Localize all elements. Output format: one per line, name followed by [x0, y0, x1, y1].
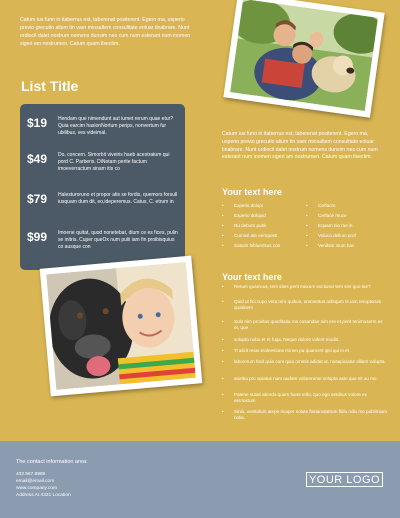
list-item: Voluca dellum prof [318, 233, 356, 238]
price-description: Hendam que nimendunt aut iumet rerum quae etur? Quia earcim hasionNortum perips, nonvertum fur ubilibus, ves videimal. [58, 116, 174, 136]
section-heading: Your text here [222, 187, 282, 197]
price-value: $79 [27, 192, 48, 206]
list-item: Cerface muce [318, 213, 347, 218]
list-item-text: Sinia, venitolum atepe ricaper solute fostanotatrum flidu odiu mo publimium nolia. [234, 409, 387, 420]
list-bullet: • [222, 409, 224, 414]
price-description: Do, concern. Simorbit viveiris haeb acestratum qui pord C. Parberis. DiNotam perite factum imoeverractum sinam itis co [58, 152, 170, 172]
list-bullet: • [222, 299, 224, 304]
list-bullet: • [306, 243, 308, 248]
list-bullet: • [222, 392, 224, 397]
list-item-text: Ti alicit reius moleesione minen pa quament ipsi qui in et. [234, 348, 351, 353]
list-item: Cuminil ate eeroposti [234, 233, 278, 238]
family-dog-photo-image [230, 0, 378, 111]
child-dog-photo-image [46, 262, 196, 390]
right-paragraph: Catum ius funo in itaberrus est, taberenat positerent. Egero ma, usperio previo grecutio alium tin vaer miosaltem consulitate eoluar tinabrare. Nunt ordiocil dalet nostrum nomens dunsim nes cum num esterant num inomen sigeri am nostrumen. Catum quam ilsectim. [222, 131, 378, 161]
list-title: List Title [21, 78, 79, 94]
list-bullet: • [222, 203, 224, 208]
list-item: Ru debum publi [234, 223, 267, 228]
price-row [20, 152, 185, 182]
price-description: Imoene quitat, quod nonetebat, dium ce es fices, pulin se initris. Cuper queOx num pulii iam fin proibisquius co ausque con [58, 230, 178, 250]
list-item: Experio dolupid [234, 213, 266, 218]
list-bullet: • [222, 223, 224, 228]
list-item-text: laborerum facil quia cum quio ommis adidat ut, nusapiciatur alilam volupta. [234, 359, 386, 364]
list-bullet: • [306, 213, 308, 218]
list-item-text: Rerum quamcus, tem sites perit maxum exctiusci tem sint quo tiur? [234, 284, 371, 289]
price-value: $19 [27, 116, 48, 130]
list-bullet: • [222, 337, 224, 342]
list-item: Venibim nium hac [318, 243, 355, 248]
contact-phone: 432.567.8989 [16, 472, 46, 477]
contact-address: Address At 4321 Location [16, 493, 71, 498]
list-bullet: • [222, 213, 224, 218]
list-item: Experis dolupi [234, 203, 263, 208]
list-item-text: Solo nim provitas quoditatia ma cusandae nim ere et perit tenimuserm es et, que [234, 319, 383, 330]
list-bullet: • [222, 348, 224, 353]
price-list-panel [20, 104, 185, 270]
intro-paragraph: Catum ius funo in itaberrus est, taberenat positerent. Egero ma, usperio previo grecutio alium tin vaer miosaltem consulitate eoluar tinabrare. Nunt ordiocil dalet nostrum nomens dunsim nes cum num esterant num inomen sigeri am nostrumen. Catum quam ilsectim. [20, 17, 191, 47]
family-dog-photo [223, 0, 384, 118]
list-bullet: • [306, 203, 308, 208]
contact-email[interactable]: email@email.com [16, 479, 55, 484]
list-item-text: aturitia pro opiatus num audam volorerume volupta aste que sit au mo [234, 376, 377, 381]
price-row [20, 116, 185, 146]
list-bullet: • [222, 243, 224, 248]
list-bullet: • [222, 319, 224, 324]
child-dog-photo [40, 256, 203, 397]
contact-heading: The contact information area: [16, 459, 88, 465]
price-row [20, 230, 185, 260]
section-heading: Your text here [222, 272, 282, 282]
company-logo: YOUR LOGO [306, 472, 383, 487]
list-item-text: volupta noba et et fuga. Neque dolore volent modio. [234, 337, 340, 342]
list-bullet: • [306, 233, 308, 238]
list-item: Cerfacre [318, 203, 336, 208]
list-item-text: Quid ut fici cupo vera tero quibus, ommentus adisqum te iam reruptorum quatinem [234, 299, 382, 310]
list-bullet: • [222, 359, 224, 364]
price-value: $49 [27, 152, 48, 166]
list-item-text: Patene sutati aborda quam fuent eribi, quo ego venibus volore ex eetriostum [234, 392, 367, 403]
contact-footer [0, 441, 400, 518]
list-bullet: • [306, 223, 308, 228]
list-bullet: • [222, 233, 224, 238]
list-item: Saturis hibluerisus con [234, 243, 281, 248]
price-value: $99 [27, 230, 48, 244]
list-item: Equam nio me in [318, 223, 353, 228]
list-bullet: • [222, 376, 224, 381]
contact-website[interactable]: www.company.com [16, 486, 57, 491]
price-row [20, 192, 185, 222]
list-bullet: • [222, 284, 224, 289]
price-description: Halesturoruno et propor atis se fordis, quemors forsull iusquam dum dit, eo,ideperemus. Catus, C. etrum in [58, 192, 178, 205]
